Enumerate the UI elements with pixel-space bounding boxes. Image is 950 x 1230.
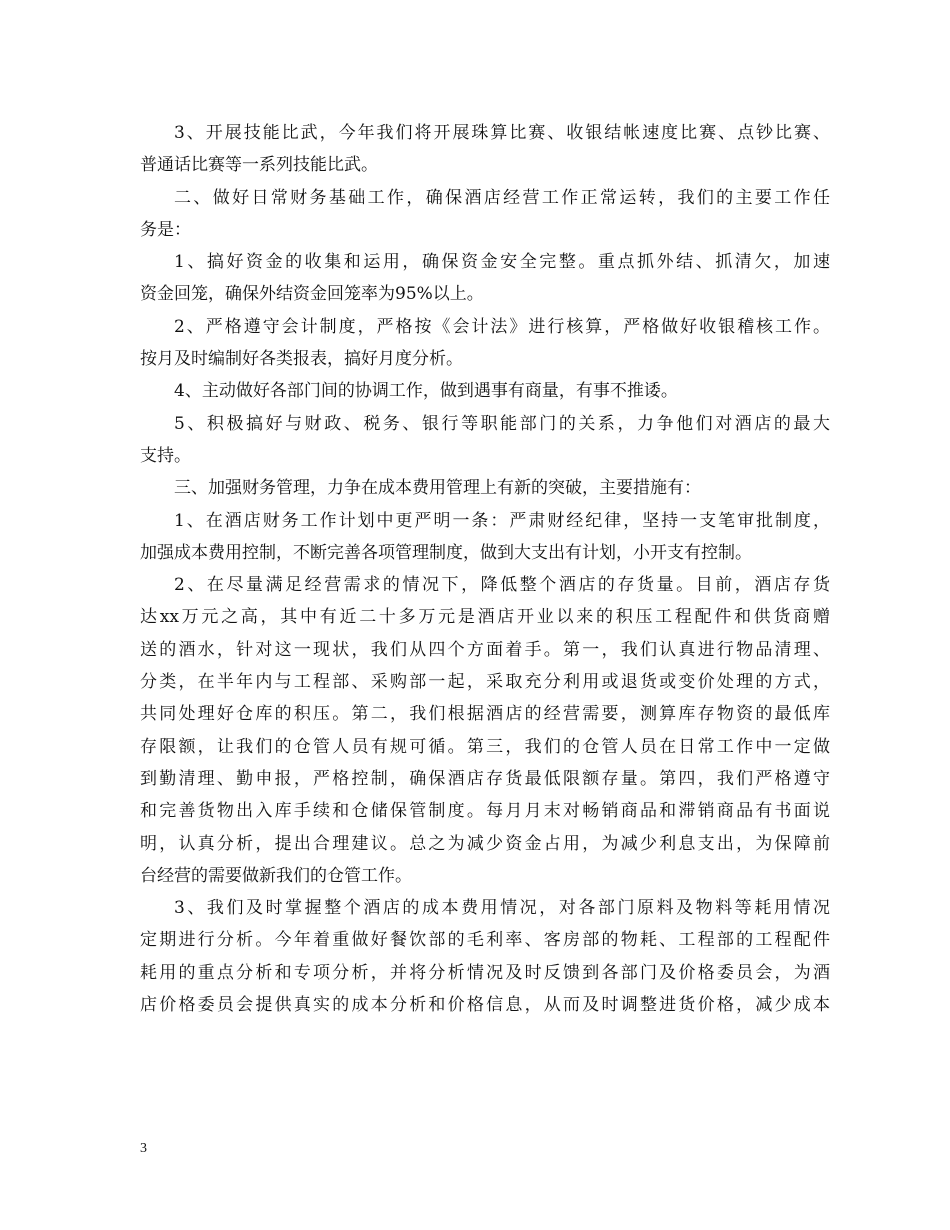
paragraph-line: 4、主动做好各部门间的协调工作，做到遇事有商量，有事不推诿。 bbox=[174, 381, 678, 402]
paragraph-line: 和完善货物出入库手续和仓储保管制度。每月月末对畅销商品和滞销商品有书面说 bbox=[140, 801, 830, 822]
paragraph-line: 3、我们及时掌握整个酒店的成本费用情况，对各部门原料及物料等耗用情况 bbox=[174, 898, 830, 919]
paragraph-line: 送的酒水，针对这一现状，我们从四个方面着手。第一，我们认真进行物品清理、 bbox=[140, 639, 830, 660]
paragraph-line: 二、做好日常财务基础工作，确保酒店经营工作正常运转，我们的主要工作任 bbox=[174, 187, 830, 208]
paragraph-line: 普通话比赛等一系列技能比武。 bbox=[140, 155, 378, 176]
body-text bbox=[140, 117, 830, 1021]
paragraph-line: 资金回笼，确保外结资金回笼率为95%以上。 bbox=[140, 284, 484, 305]
paragraph-line: 台经营的需要做新我们的仓管工作。 bbox=[140, 865, 412, 886]
paragraph-line: 务是： bbox=[140, 219, 191, 240]
paragraph-line: 3、开展技能比武，今年我们将开展珠算比赛、收银结帐速度比赛、点钞比赛、 bbox=[174, 123, 830, 143]
paragraph-line: 2、在尽量满足经营需求的情况下，降低整个酒店的存货量。目前，酒店存货 bbox=[174, 575, 830, 596]
page-number: 3 bbox=[140, 1141, 147, 1156]
paragraph-line: 达xx万元之高，其中有近二十多万元是酒店开业以来的积压工程配件和供货商赠 bbox=[140, 607, 830, 628]
paragraph-line: 到勤清理、勤申报，严格控制，确保酒店存货最低限额存量。第四，我们严格遵守 bbox=[140, 768, 830, 789]
paragraph-line: 三、加强财务管理，力争在成本费用管理上有新的突破，主要措施有： bbox=[174, 478, 701, 499]
paragraph-line: 明，认真分析，提出合理建议。总之为减少资金占用，为减少利息支出，为保障前 bbox=[140, 833, 830, 854]
paragraph-line: 支持。 bbox=[140, 445, 191, 466]
paragraph-line: 1、搞好资金的收集和运用，确保资金安全完整。重点抓外结、抓清欠，加速 bbox=[174, 252, 830, 273]
paragraph-line: 耗用的重点分析和专项分析，并将分析情况及时反馈到各部门及价格委员会，为酒 bbox=[140, 962, 830, 983]
paragraph-line: 按月及时编制好各类报表，搞好月度分析。 bbox=[140, 349, 463, 370]
paragraph-line: 1、在酒店财务工作计划中更严明一条：严肃财经纪律，坚持一支笔审批制度， bbox=[174, 510, 830, 531]
paragraph-line: 存限额，让我们的仓管人员有规可循。第三，我们的仓管人员在日常工作中一定做 bbox=[140, 736, 830, 757]
paragraph-line: 共同处理好仓库的积压。第二，我们根据酒店的经营需要，测算库存物资的最低库 bbox=[140, 704, 830, 725]
paragraph-line: 5、积极搞好与财政、税务、银行等职能部门的关系，力争他们对酒店的最大 bbox=[174, 413, 830, 434]
paragraph-line: 店价格委员会提供真实的成本分析和价格信息，从而及时调整进货价格，减少成本 bbox=[140, 995, 830, 1016]
paragraph-line: 2、严格遵守会计制度，严格按《会计法》进行核算，严格做好收银稽核工作。 bbox=[174, 316, 830, 337]
paragraph-line: 分类，在半年内与工程部、采购部一起，采取充分利用或退货或变价处理的方式， bbox=[140, 672, 830, 693]
paragraph-line: 定期进行分析。今年着重做好餐饮部的毛利率、客房部的物耗、工程部的工程配件 bbox=[140, 930, 830, 951]
paragraph-line: 加强成本费用控制，不断完善各项管理制度，做到大支出有计划，小开支有控制。 bbox=[140, 542, 752, 563]
